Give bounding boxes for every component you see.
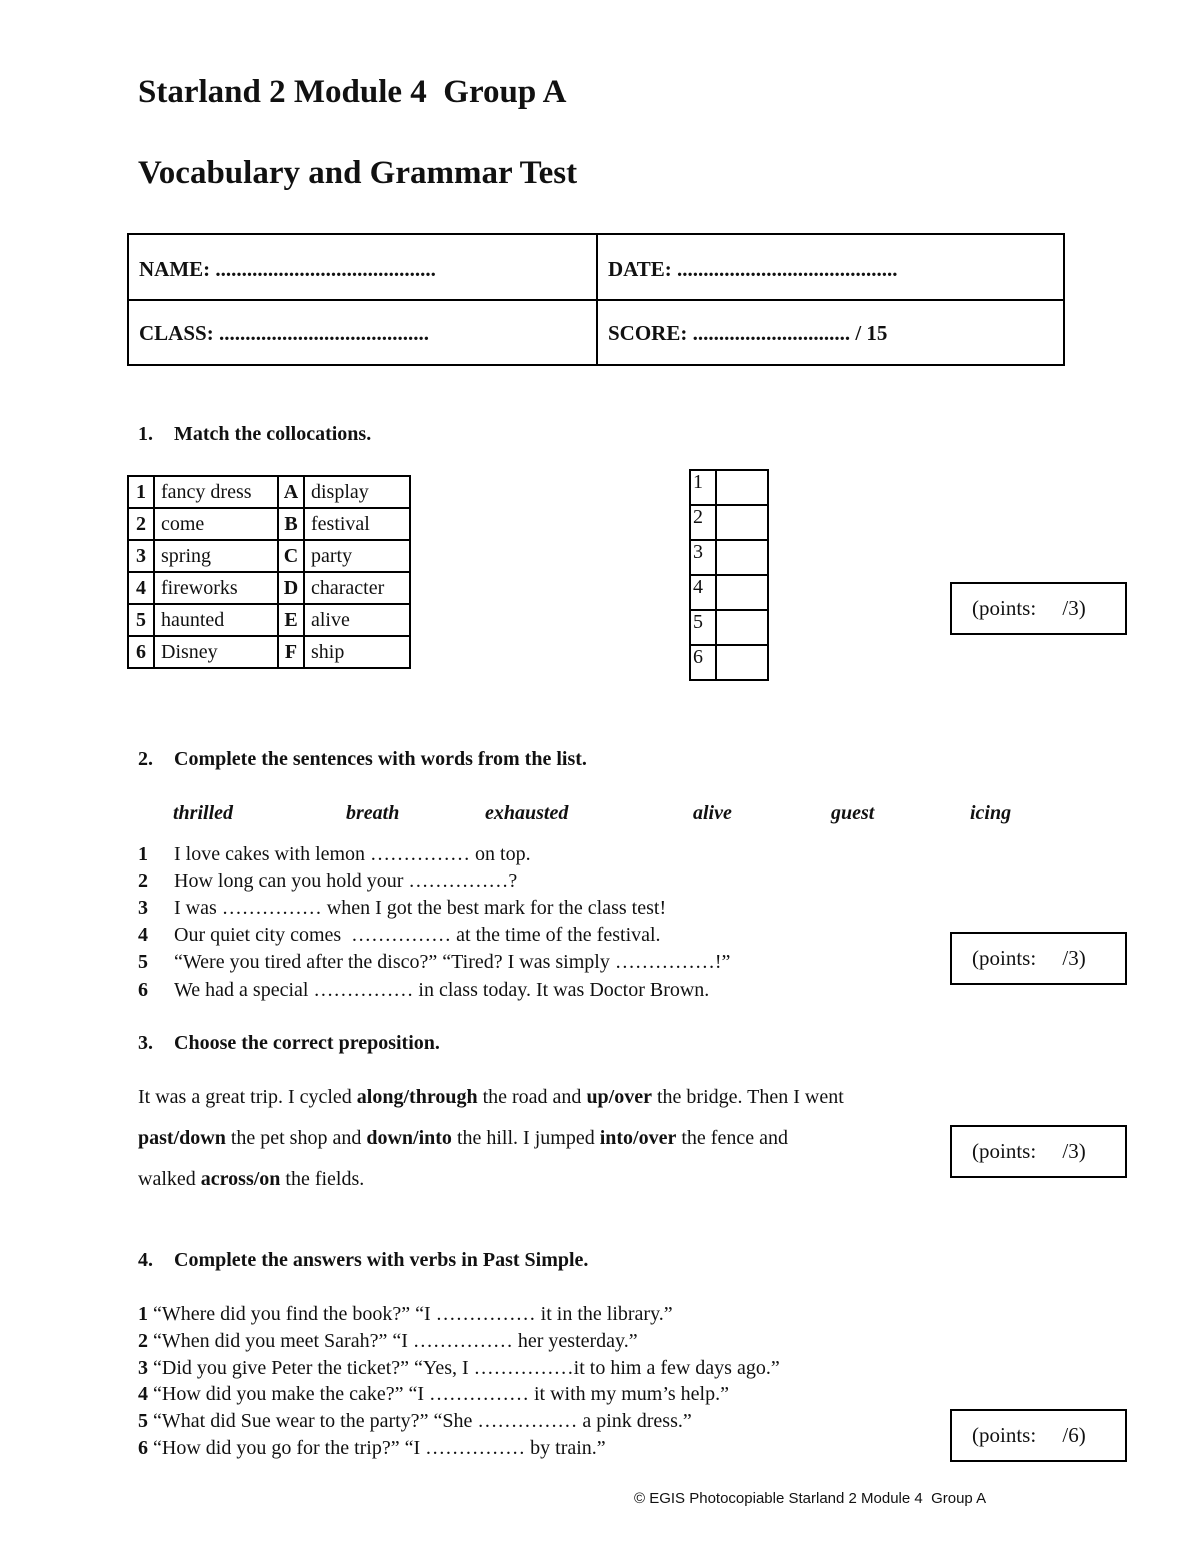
answer-grid [689,469,769,681]
sentence-text: We had a special …………… in class today. It was Doctor Brown. [174,979,710,1001]
footer-copyright: © EGIS Photocopiable Starland 2 Module 4 Group A [634,1490,987,1507]
plain-text: the bridge. Then I went [652,1086,844,1108]
score-field: SCORE: .............................. / 15 [608,321,888,345]
name-field: NAME: .......................................... [139,257,436,281]
sentence-number: 1 [138,843,148,865]
sentence-number: 6 [138,1437,148,1459]
row-number: 5 [128,604,154,636]
sentence-number: 5 [138,1410,148,1432]
sentence-number: 5 [138,951,148,973]
paragraph-line [138,1127,788,1150]
plain-text: the fields. [280,1168,365,1190]
answer-line [138,1303,673,1326]
section-1-heading [138,423,371,446]
left-word: come [154,508,278,540]
plain-text: the hill. I jumped [451,1127,600,1149]
answer-box[interactable] [716,610,768,645]
answer-number: 6 [690,645,716,680]
section-number: 4. [138,1249,153,1271]
word-option: exhausted [485,802,569,824]
answer-number: 2 [690,505,716,540]
sentence-text: “Did you give Peter the ticket?” “Yes, I ……………it to him a few days ago.” [148,1357,780,1379]
left-word: spring [154,540,278,572]
answer-row [690,645,768,680]
row-number: 3 [128,540,154,572]
answer-box[interactable] [716,470,768,505]
section-4-heading [138,1249,588,1272]
sentence-number: 6 [138,979,148,1001]
right-word: display [304,476,410,508]
table-row [128,508,410,540]
sentence-number: 4 [138,1383,148,1405]
collocations-table [127,475,411,669]
points-box-2: (points: /3) [950,932,1127,985]
section-number: 2. [138,748,153,770]
section-2-heading [138,748,587,771]
class-field: CLASS: ........................................ [139,321,429,345]
answer-row [690,575,768,610]
student-info-table [127,233,1065,366]
right-word: party [304,540,410,572]
sentence-number: 3 [138,897,148,919]
row-letter: A [278,476,304,508]
answer-row [690,505,768,540]
section-title: Choose the correct preposition. [174,1032,440,1054]
answer-line [138,1383,729,1406]
left-word: fireworks [154,572,278,604]
row-number: 1 [128,476,154,508]
page-subtitle: Vocabulary and Grammar Test [138,155,578,191]
plain-text: the road and [477,1086,587,1108]
sentence-text: “Where did you find the book?” “I …………… it in the library.” [148,1303,673,1325]
row-letter: E [278,604,304,636]
row-letter: C [278,540,304,572]
preposition-choice[interactable]: past/down [138,1127,226,1149]
sentence-text: “When did you meet Sarah?” “I …………… her yesterday.” [148,1330,638,1352]
sentence-number: 2 [138,1330,148,1352]
sentence-text: “Were you tired after the disco?” “Tired? I was simply ……………!” [174,951,731,973]
row-number: 6 [128,636,154,668]
paragraph-line [138,1086,844,1109]
preposition-choice[interactable]: along/through [356,1086,478,1108]
answer-box[interactable] [716,540,768,575]
row-letter: B [278,508,304,540]
sentence-line [138,951,730,974]
right-word: character [304,572,410,604]
word-option: thrilled [173,802,234,824]
sentence-line [138,924,661,947]
points-box-4: (points: /6) [950,1409,1127,1462]
sentence-number: 3 [138,1357,148,1379]
answer-box[interactable] [716,645,768,680]
points-box-1: (points: /3) [950,582,1127,635]
page-title: Starland 2 Module 4 Group A [138,74,567,110]
left-word: Disney [154,636,278,668]
right-word: festival [304,508,410,540]
sentence-text: I love cakes with lemon …………… on top. [174,843,531,865]
table-row [128,540,410,572]
row-number: 4 [128,572,154,604]
date-field: DATE: .......................................... [608,257,898,281]
answer-row [690,470,768,505]
section-title: Complete the sentences with words from the list. [174,748,587,770]
sentence-text: Our quiet city comes …………… at the time of the festival. [174,924,661,946]
preposition-choice[interactable]: down/into [366,1127,452,1149]
answer-row [690,540,768,575]
word-option: guest [831,802,875,824]
sentence-line [138,843,531,866]
preposition-choice[interactable]: across/on [200,1168,281,1190]
sentence-line [138,897,666,920]
plain-text: walked [138,1168,201,1190]
table-row [128,636,410,668]
left-word: haunted [154,604,278,636]
row-letter: F [278,636,304,668]
answer-line [138,1357,780,1380]
section-title: Complete the answers with verbs in Past Simple. [174,1249,589,1271]
table-row [128,476,410,508]
plain-text: the pet shop and [225,1127,367,1149]
row-letter: D [278,572,304,604]
answer-number: 3 [690,540,716,575]
left-word: fancy dress [154,476,278,508]
sentence-number: 2 [138,870,148,892]
answer-box[interactable] [716,505,768,540]
section-number: 3. [138,1032,153,1054]
sentence-text: “What did Sue wear to the party?” “She …………… a pink dress.” [148,1410,692,1432]
sentence-text: How long can you hold your ……………? [174,870,518,892]
sentence-line [138,870,517,893]
sentence-text: “How did you make the cake?” “I …………… it with my mum’s help.” [148,1383,729,1405]
plain-text: It was a great trip. I cycled [138,1086,357,1108]
answer-line [138,1330,638,1353]
right-word: ship [304,636,410,668]
sentence-text: I was …………… when I got the best mark for the class test! [174,897,667,919]
answer-line [138,1410,692,1433]
word-option: alive [693,802,732,824]
section-number: 1. [138,423,153,445]
sentence-text: “How did you go for the trip?” “I …………… by train.” [148,1437,606,1459]
sentence-number: 4 [138,924,148,946]
section-title: Match the collocations. [174,423,372,445]
answer-number: 5 [690,610,716,645]
answer-number: 4 [690,575,716,610]
answer-line [138,1437,606,1460]
answer-row [690,610,768,645]
preposition-choice[interactable]: up/over [586,1086,652,1108]
paragraph-line [138,1168,364,1191]
sentence-line [138,979,709,1002]
answer-number: 1 [690,470,716,505]
answer-box[interactable] [716,575,768,610]
word-option: icing [970,802,1012,824]
table-row [128,604,410,636]
points-box-3: (points: /3) [950,1125,1127,1178]
plain-text: the fence and [676,1127,788,1149]
sentence-number: 1 [138,1303,148,1325]
info-divider-horizontal [129,299,1063,301]
right-word: alive [304,604,410,636]
table-row [128,572,410,604]
word-option: breath [346,802,400,824]
row-number: 2 [128,508,154,540]
preposition-choice[interactable]: into/over [599,1127,677,1149]
section-3-heading [138,1032,440,1055]
